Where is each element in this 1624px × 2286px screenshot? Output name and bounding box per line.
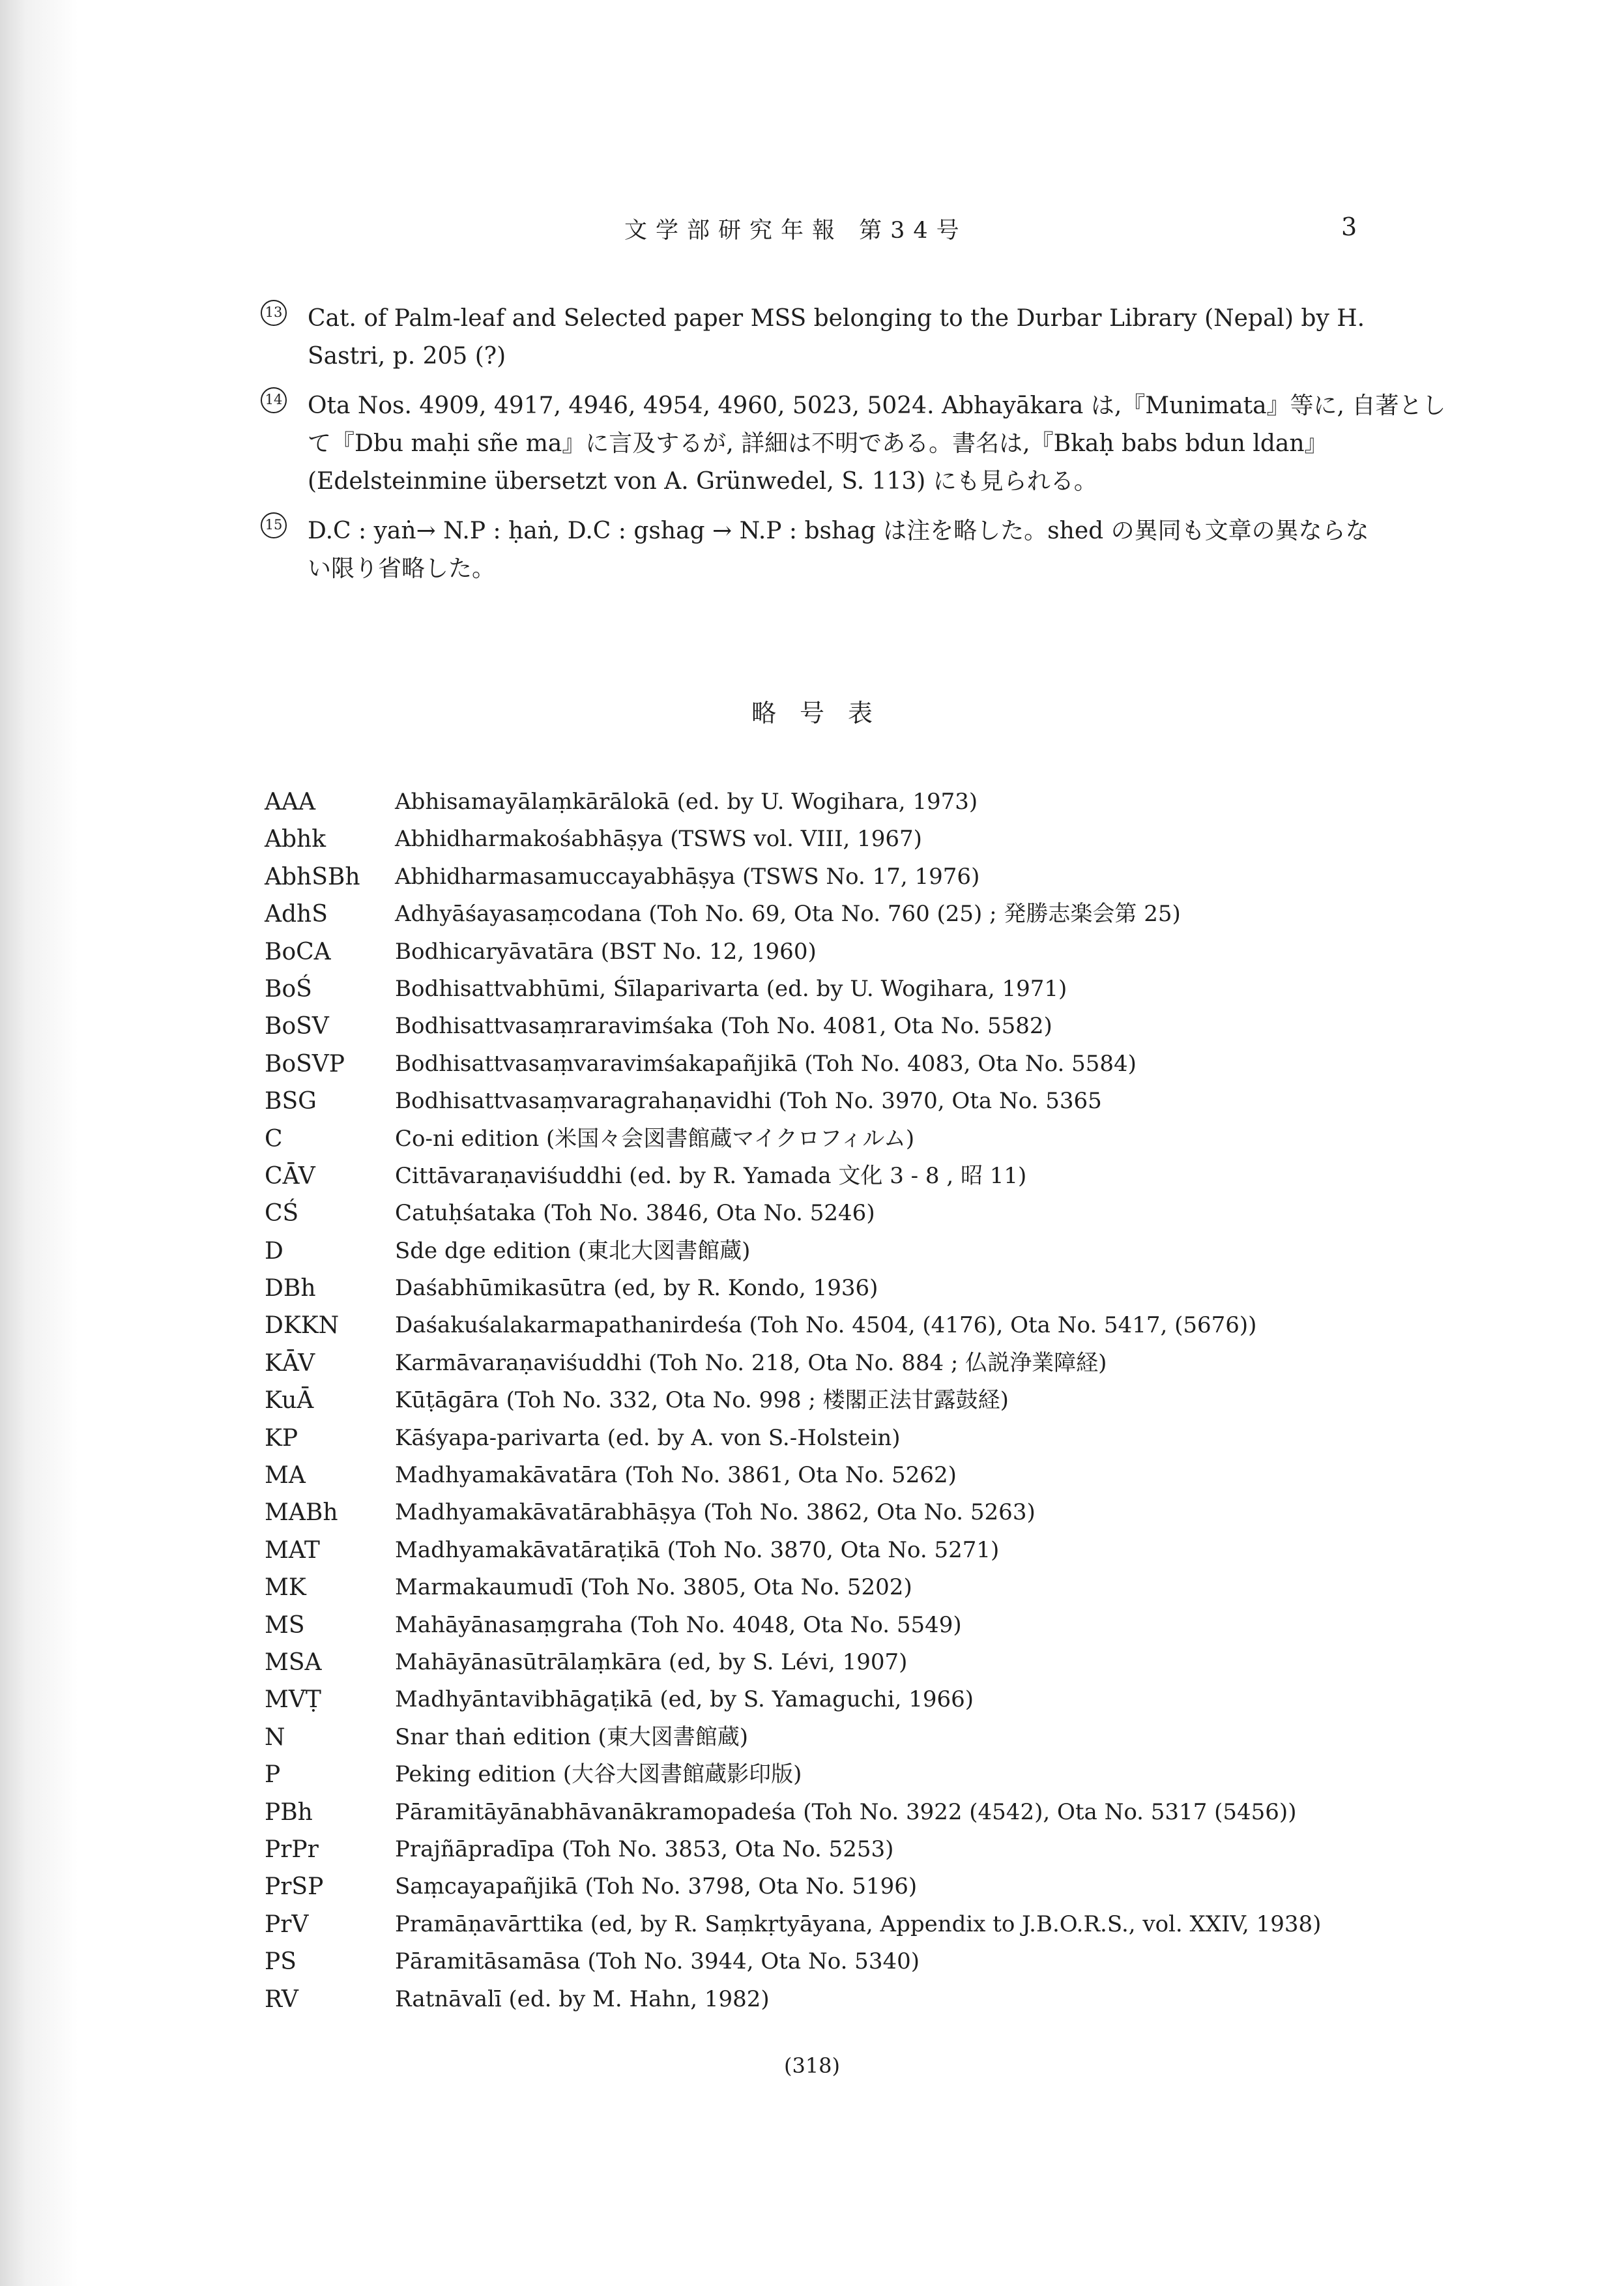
abbreviation-description: Sde dge edition (東北大図書館蔵) — [395, 1237, 751, 1264]
page-number: 3 — [1341, 212, 1357, 241]
abbreviation-description: Bodhisattvasaṃvaragrahaṇavidhi (Toh No. 3970, Ota No. 5365 — [395, 1088, 1102, 1115]
note-13 — [261, 300, 1382, 375]
abbreviation-code: KuĀ — [265, 1387, 314, 1414]
journal-title: 文学部研究年報 第34号 — [624, 218, 968, 244]
abbreviation-code: PS — [265, 1948, 297, 1976]
abbreviation-code: P — [265, 1761, 281, 1789]
abbreviation-description: Bodhicaryāvatāra (BST No. 12, 1960) — [395, 938, 817, 965]
abbreviation-row — [265, 784, 1412, 821]
abbreviation-row — [265, 1794, 1412, 1831]
abbreviation-row — [265, 1532, 1412, 1569]
abbreviation-description: Cittāvaraṇaviśuddhi (ed. by R. Yamada 文化 3 - 8 , 昭 11) — [395, 1162, 1027, 1189]
abbreviation-code: N — [265, 1723, 285, 1751]
abbreviation-code: BSG — [265, 1088, 317, 1115]
abbreviation-description: Ratnāvalī (ed. by M. Hahn, 1982) — [395, 1986, 770, 2012]
abbreviation-code: DBh — [265, 1275, 316, 1302]
abbreviation-row — [265, 1607, 1412, 1644]
abbreviation-row — [265, 1906, 1412, 1943]
abbreviation-description: Co-ni edition (米国々会図書館蔵マイクロフィルム) — [395, 1125, 915, 1152]
abbreviation-code: CŚ — [265, 1200, 299, 1227]
abbreviation-description: Madhyamakāvatāra (Toh No. 3861, Ota No. 5262) — [395, 1462, 957, 1489]
abbreviation-row — [265, 1345, 1412, 1382]
abbreviation-code: C — [265, 1125, 283, 1152]
abbreviation-row — [265, 1644, 1412, 1681]
abbreviation-row — [265, 1868, 1412, 1905]
abbreviation-description: Pāramitāyānabhāvanākramopadeśa (Toh No. 3922 (4542), Ota No. 5317 (5456)) — [395, 1798, 1297, 1825]
abbreviation-row — [265, 1046, 1412, 1083]
footer-page-number: (318) — [783, 2053, 841, 2078]
abbreviation-row — [265, 1756, 1412, 1793]
abbreviation-code: MABh — [265, 1499, 338, 1527]
abbreviation-code: BoŚ — [265, 975, 312, 1003]
abbreviation-code: PrSP — [265, 1873, 324, 1901]
abbreviation-description: Saṃcayapañjikā (Toh No. 3798, Ota No. 5196) — [395, 1873, 918, 1900]
abbreviation-code: PrPr — [265, 1836, 319, 1863]
abbreviation-description: Kāśyapa-parivarta (ed. by A. von S.-Holstein) — [395, 1424, 901, 1451]
abbreviation-row — [265, 1233, 1412, 1270]
abbreviation-code: RV — [265, 1986, 298, 2013]
abbreviation-description: Catuḥśataka (Toh No. 3846, Ota No. 5246) — [395, 1200, 875, 1227]
abbreviation-description: Abhisamayālaṃkārālokā (ed. by U. Wogihara, 1973) — [395, 789, 978, 815]
abbreviation-description: Pramāṇavārttika (ed, by R. Saṃkṛtyāyana, Appendix to J.B.O.R.S., vol. XXIV, 1938) — [395, 1911, 1322, 1937]
note-line: て『Dbu maḥi sñe ma』に言及するが, 詳細は不明である。書名は,『Bkaḥ babs bdun ldan』 — [308, 430, 1328, 457]
note-15 — [261, 512, 1382, 588]
abbreviation-code: MSA — [265, 1649, 322, 1676]
abbreviation-description: Mahāyānasūtrālaṃkāra (ed, by S. Lévi, 1907) — [395, 1649, 908, 1675]
abbreviation-row — [265, 933, 1412, 971]
abbreviation-row — [265, 1494, 1412, 1531]
note-line: い限り省略した。 — [308, 555, 496, 582]
note-marker: 13 — [261, 300, 287, 326]
abbreviation-description: Abhidharmasamuccayabhāṣya (TSWS No. 17, 1976) — [395, 863, 980, 890]
abbreviation-description: Daśabhūmikasūtra (ed, by R. Kondo, 1936) — [395, 1275, 878, 1302]
abbreviation-code: MK — [265, 1574, 306, 1602]
abbreviation-code: AAA — [265, 789, 315, 815]
abbreviation-description: Adhyāśayasaṃcodana (Toh No. 69, Ota No. 760 (25) ; 発勝志楽会第 25) — [395, 901, 1181, 928]
abbreviation-code: D — [265, 1237, 283, 1265]
abbreviation-row — [265, 1382, 1412, 1419]
abbreviation-description: Marmakaumudī (Toh No. 3805, Ota No. 5202) — [395, 1574, 912, 1601]
abbreviation-code: AdhS — [265, 901, 328, 928]
scan-edge-shadow — [0, 0, 78, 2286]
note-line: Ota Nos. 4909, 4917, 4946, 4954, 4960, 5023, 5024. Abhayākara は,『Munimata』等に, 自著とし — [308, 392, 1446, 419]
abbreviation-code: MA — [265, 1462, 306, 1489]
abbreviation-description: Bodhisattvabhūmi, Śīlaparivarta (ed. by U. Wogihara, 1971) — [395, 975, 1067, 1002]
note-line: D.C : yaṅ→ N.P : ḥaṅ, D.C : gshag → N.P : bshag は注を略した。shed の異同も文章の異ならな — [308, 518, 1369, 544]
abbreviation-row — [265, 1719, 1412, 1756]
abbreviation-description: Madhyāntavibhāgaṭikā (ed, by S. Yamaguchi, 1966) — [395, 1686, 974, 1713]
abbreviation-code: DKKN — [265, 1312, 340, 1340]
abbreviation-row — [265, 1569, 1412, 1606]
abbreviation-row — [265, 1943, 1412, 1980]
abbreviation-row — [265, 896, 1412, 933]
abbreviation-code: KP — [265, 1424, 298, 1452]
abbreviation-description: Karmāvaraṇaviśuddhi (Toh No. 218, Ota No. 884 ; 仏説浄業障経) — [395, 1349, 1107, 1376]
abbreviation-row — [265, 1307, 1412, 1344]
abbreviation-row — [265, 1981, 1412, 2018]
abbreviations-title: 略号表 — [751, 699, 896, 727]
abbreviation-code: MAT — [265, 1536, 320, 1564]
abbreviation-description: Bodhisattvasaṃvaravimśakapañjikā (Toh No. 4083, Ota No. 5584) — [395, 1050, 1137, 1077]
abbreviation-row — [265, 1083, 1412, 1120]
abbreviation-description: Bodhisattvasaṃraravimśaka (Toh No. 4081, Ota No. 5582) — [395, 1013, 1052, 1040]
abbreviation-row — [265, 1008, 1412, 1045]
note-marker: 15 — [261, 512, 287, 538]
abbreviation-description: Daśakuśalakarmapathanirdeśa (Toh No. 4504, (4176), Ota No. 5417, (5676)) — [395, 1312, 1257, 1339]
abbreviation-description: Pāramitāsamāsa (Toh No. 3944, Ota No. 5340) — [395, 1948, 920, 1975]
abbreviation-description: Snar thaṅ edition (東大図書館蔵) — [395, 1723, 749, 1750]
abbreviation-row — [265, 1270, 1412, 1307]
abbreviation-code: MVṬ — [265, 1686, 321, 1714]
abbreviation-row — [265, 1681, 1412, 1718]
abbreviation-row — [265, 1420, 1412, 1457]
note-14 — [261, 387, 1446, 501]
abbreviation-row — [265, 971, 1412, 1008]
abbreviation-code: BoSVP — [265, 1050, 345, 1077]
abbreviation-code: PBh — [265, 1798, 313, 1826]
abbreviation-row — [265, 821, 1412, 858]
note-line: Cat. of Palm-leaf and Selected paper MSS belonging to the Durbar Library (Nepal) by H. — [308, 305, 1365, 332]
abbreviation-description: Madhyamakāvatāraṭikā (Toh No. 3870, Ota No. 5271) — [395, 1536, 1000, 1563]
abbreviation-code: AbhSBh — [265, 863, 360, 890]
abbreviation-description: Prajñāpradīpa (Toh No. 3853, Ota No. 5253) — [395, 1836, 894, 1862]
note-line: Sastri, p. 205 (?) — [308, 343, 506, 370]
note-marker: 14 — [261, 387, 287, 413]
abbreviation-row — [265, 1158, 1412, 1195]
note-line: (Edelsteinmine übersetzt von A. Grünwedel, S. 113) にも見られる。 — [308, 468, 1097, 495]
abbreviation-code: Abhk — [265, 826, 326, 853]
abbreviation-code: MS — [265, 1611, 305, 1639]
footnotes — [261, 300, 1446, 600]
abbreviation-description: Abhidharmakośabhāṣya (TSWS vol. VIII, 1967) — [395, 826, 922, 853]
abbreviation-description: Mahāyānasaṃgraha (Toh No. 4048, Ota No. 5549) — [395, 1611, 962, 1638]
abbreviation-row — [265, 858, 1412, 896]
abbreviation-code: KĀV — [265, 1349, 315, 1377]
abbreviation-row — [265, 1121, 1412, 1158]
abbreviation-description: Kūṭāgāra (Toh No. 332, Ota No. 998 ; 楼閣正法甘露鼓経) — [395, 1387, 1009, 1414]
abbreviation-row — [265, 1195, 1412, 1232]
abbreviation-code: BoSV — [265, 1013, 329, 1040]
abbreviation-code: PrV — [265, 1911, 309, 1938]
abbreviation-description: Peking edition (大谷大図書館蔵影印版) — [395, 1761, 802, 1788]
page-header — [0, 212, 1624, 252]
abbreviation-description: Madhyamakāvatārabhāṣya (Toh No. 3862, Ota No. 5263) — [395, 1499, 1036, 1526]
abbreviation-row — [265, 1831, 1412, 1868]
abbreviation-code: BoCA — [265, 938, 331, 965]
abbreviations-list — [265, 784, 1412, 2018]
abbreviation-row — [265, 1457, 1412, 1494]
abbreviation-code: CĀV — [265, 1162, 315, 1190]
